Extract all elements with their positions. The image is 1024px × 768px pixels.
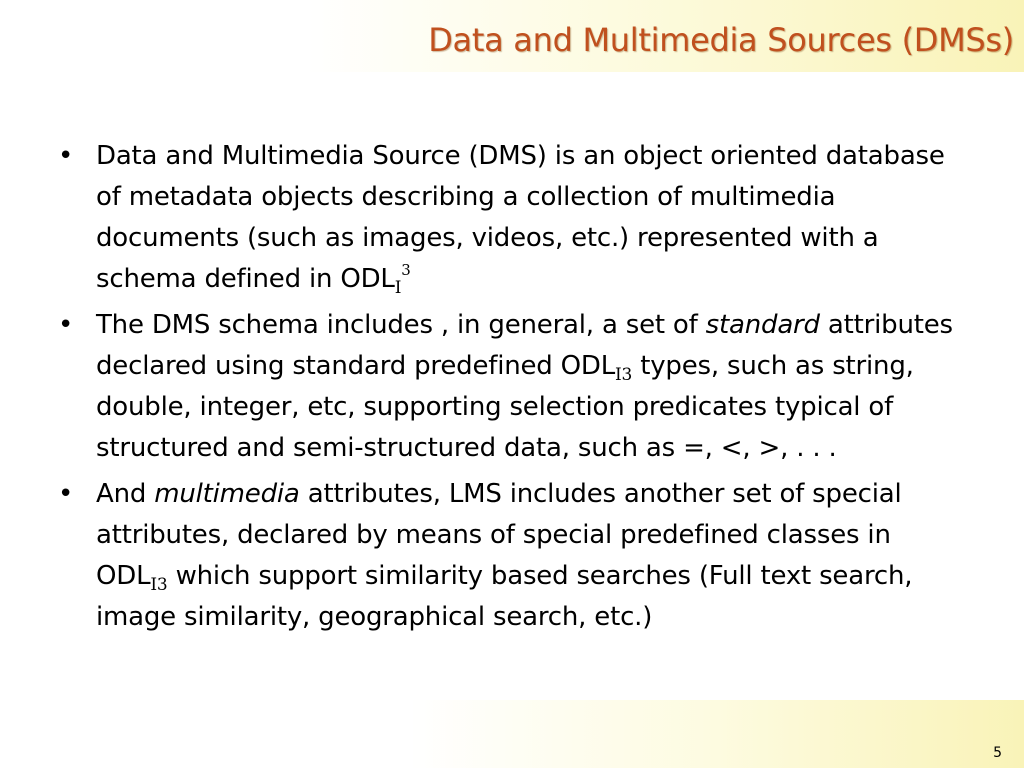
bullet-item-multimedia-attributes [58,474,958,638]
subscript: I [394,278,402,298]
bullet-text: attributes, LMS includes another set of special attributes, declared by means of special predefined classes in ODL [96,479,902,591]
bullet-text: The DMS schema includes , in general, a set of [96,310,706,340]
bullet-text: Data and Multimedia Source (DMS) is an object oriented database of metadata objects describing a collection of multimedia documents (such as images, videos, etc.) represented with a schema defined in ODL [96,141,945,294]
bullet-text: which support similarity based searches (Full text search, image similarity, geographical search, etc.) [96,561,913,632]
page-number: 5 [993,745,1002,761]
bullet-text: attributes declared using standard predefined ODL [96,310,953,381]
bullet-list [58,136,958,643]
bullet-marker: • [58,141,74,171]
bullet-item-dms-definition [58,136,958,300]
footer-gradient-band [0,700,1024,768]
bullet-text: And [96,479,155,509]
emphasis-text: standard [705,310,820,340]
slide-title: Data and Multimedia Sources (DMSs) [428,21,1014,59]
superscript: 3 [401,261,411,279]
bullet-marker: • [58,310,74,340]
emphasis-text: multimedia [154,479,300,509]
subscript: I3 [150,575,168,595]
bullet-text: types, such as string, double, integer, etc, supporting selection predicates typical of structured and semi-structured data, such as =, <, >, . . . [96,351,914,463]
subscript: I3 [615,365,633,385]
bullet-item-standard-attributes [58,305,958,469]
bullet-marker: • [58,479,74,509]
